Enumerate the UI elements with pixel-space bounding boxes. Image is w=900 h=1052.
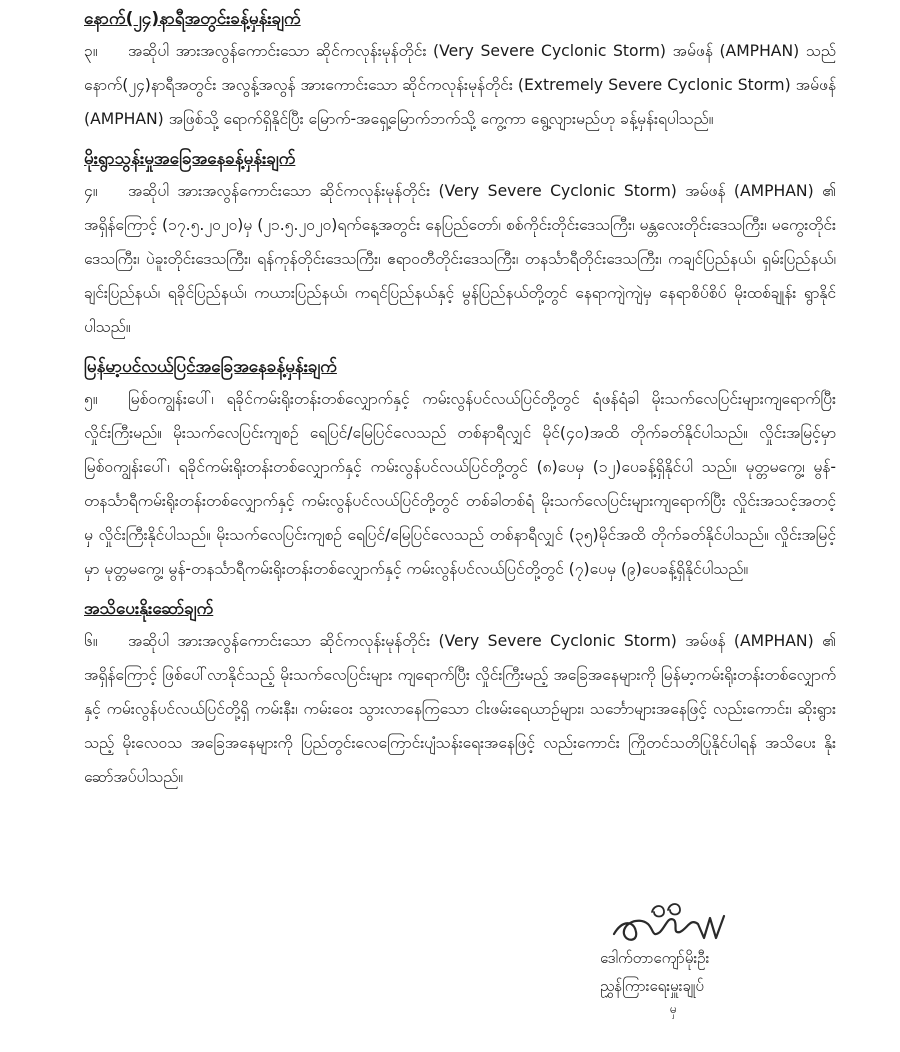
section-heading: မြန်မာ့ပင်လယ်ပြင်အခြေအနေခန့်မှန်းချက် xyxy=(84,357,337,377)
document-body xyxy=(84,6,836,804)
paragraph-number: ၃။ xyxy=(84,42,98,60)
handwritten-signature xyxy=(608,898,738,944)
paragraph-text: အဆိုပါ အားအလွန်ကောင်းသော ဆိုင်ကလုန်းမုန်တိုင်း (Very Severe Cyclonic Storm) အမ်ဖန် (AMPHAN) သည် နောက်(၂၄)နာရီအတွင်း အလွန့်အလွန် အားကောင်းသော ဆိုင်ကလုန်းမုန်တိုင်း (Extremely Severe Cyclonic Storm) အမ်ဖန် (AMPHAN) အဖြစ်သို့ ရောက်ရှိနိုင်ပြီး မြောက်-အရှေ့မြောက်ဘက်သို့ ကွေ့ကာ ရွေ့လျားမည်ဟု ခန့်မှန်းရပါသည်။ xyxy=(84,42,836,128)
section-paragraph xyxy=(84,34,836,136)
signature-block xyxy=(600,898,850,1018)
section-warning xyxy=(84,596,836,794)
section-heading: မိုးရွာသွန်းမှုအခြေအနေခန့်မှန်းချက် xyxy=(84,149,296,169)
section-heading: နောက်(၂၄)နာရီအတွင်းခန့်မှန်းချက် xyxy=(84,9,301,29)
section-forecast-24h xyxy=(84,6,836,136)
paragraph-number: ၅။ xyxy=(84,390,98,408)
signatory-title: ညွှန်ကြားရေးမှူးချုပ် xyxy=(600,977,704,995)
paragraph-text: အဆိုပါ အားအလွန်ကောင်းသော ဆိုင်ကလုန်းမုန်တိုင်း (Very Severe Cyclonic Storm) အမ်ဖန် (AMPHAN) ၏ အရှိန်ကြောင့် ဖြစ်ပေါ်လာနိုင်သည့် မိုးသက်လေပြင်းများ ကျရောက်ပြီး လှိုင်းကြီးမည့် အခြေအနေများကို မြန်မာ့ကမ်းရိုးတန်းတစ်လျှောက်နှင့် ကမ်းလွန်ပင်လယ်ပြင်တို့ရှိ ကမ်းနီး၊ ကမ်းဝေး သွားလာနေကြသော ငါးဖမ်းရေယာဉ်များ၊ သင်္ဘောများအနေဖြင့် လည်းကောင်း၊ ဆိုးရွားသည့် မိုးလေဝသ အခြေအနေများကို ပြည်တွင်းလေကြောင်းပျံသန်းရေးအနေဖြင့် လည်းကောင်း ကြိုတင်သတိပြုနိုင်ပါရန် အသိပေး နိုးဆော်အပ်ပါသည်။ xyxy=(84,632,836,786)
section-paragraph xyxy=(84,624,836,794)
section-sea-forecast xyxy=(84,354,836,586)
paragraph-number: ၄။ xyxy=(84,182,98,200)
paragraph-text: အဆိုပါ အားအလွန်ကောင်းသော ဆိုင်ကလုန်းမုန်တိုင်း (Very Severe Cyclonic Storm) အမ်ဖန် (AMPHAN) ၏ အရှိန်ကြောင့် (၁၇.၅.၂၀၂၀)မှ (၂၁.၅.၂၀၂၀)ရက်နေ့အတွင်း နေပြည်တော်၊ စစ်ကိုင်းတိုင်းဒေသကြီး၊ မန္တလေးတိုင်းဒေသကြီး၊ မကွေးတိုင်းဒေသကြီး၊ ပဲခူးတိုင်းဒေသကြီး၊ ရန်ကုန်တိုင်းဒေသကြီး၊ ဧရာဝတီတိုင်းဒေသကြီး၊ တနင်္သာရီတိုင်းဒေသကြီး၊ ကချင်ပြည်နယ်၊ ရှမ်းပြည်နယ်၊ ချင်းပြည်နယ်၊ ရခိုင်ပြည်နယ်၊ ကယားပြည်နယ်၊ ကရင်ပြည်နယ်နှင့် မွန်ပြည်နယ်တို့တွင် နေရာကျဲကျဲမှ နေရာစိပ်စိပ် မိုးထစ်ချုန်း ရွာနိုင်ပါသည်။ xyxy=(84,182,836,336)
signature-note: မှ xyxy=(670,1002,677,1016)
signatory-name: ဒေါက်တာကျော်မိုးဦး xyxy=(600,949,710,967)
section-rainfall-forecast xyxy=(84,146,836,344)
paragraph-text: မြစ်ဝကျွန်းပေါ်၊ ရခိုင်ကမ်းရိုးတန်းတစ်လျှောက်နှင့် ကမ်းလွန်ပင်လယ်ပြင်တို့တွင် ရံဖန်ရံခါ မိုးသက်လေပြင်းများကျရောက်ပြီး လှိုင်းကြီးမည်။ မိုးသက်လေပြင်းကျစဉ် ရေပြင်/မြေပြင်လေသည် တစ်နာရီလျှင် မိုင်(၄၀)အထိ တိုက်ခတ်နိုင်ပါသည်။ လှိုင်းအမြင့်မှာ မြစ်ဝကျွန်းပေါ်၊ ရခိုင်ကမ်းရိုးတန်းတစ်လျှောက်နှင့် ကမ်းလွန်ပင်လယ်ပြင်တို့တွင် (၈)ပေမှ (၁၂)ပေခန့်ရှိနိုင်ပါ သည်။ မုတ္တမကွေ့၊ မွန်-တနင်္သာရီကမ်းရိုးတန်းတစ်လျှောက်နှင့် ကမ်းလွန်ပင်လယ်ပြင်တို့တွင် တစ်ခါတစ်ရံ မိုးသက်လေပြင်းများကျရောက်ပြီး လှိုင်းအသင့်အတင့်မှ လှိုင်းကြီးနိုင်ပါသည်။ မိုးသက်လေပြင်းကျစဉ် ရေပြင်/မြေပြင်လေသည် တစ်နာရီလျှင် (၃၅)မိုင်အထိ တိုက်ခတ်နိုင်ပါသည်။ လှိုင်းအမြင့်မှာ မုတ္တမကွေ့၊ မွန်-တနင်္သာရီကမ်းရိုးတန်းတစ်လျှောက်နှင့် ကမ်းလွန်ပင်လယ်ပြင်တို့တွင် (၇)ပေမှ (၉)ပေခန့်ရှိနိုင်ပါသည်။ xyxy=(84,390,836,578)
section-paragraph xyxy=(84,174,836,344)
section-paragraph xyxy=(84,382,836,586)
paragraph-number: ၆။ xyxy=(84,632,98,650)
section-heading: အသိပေးနိုးဆော်ချက် xyxy=(84,599,214,619)
